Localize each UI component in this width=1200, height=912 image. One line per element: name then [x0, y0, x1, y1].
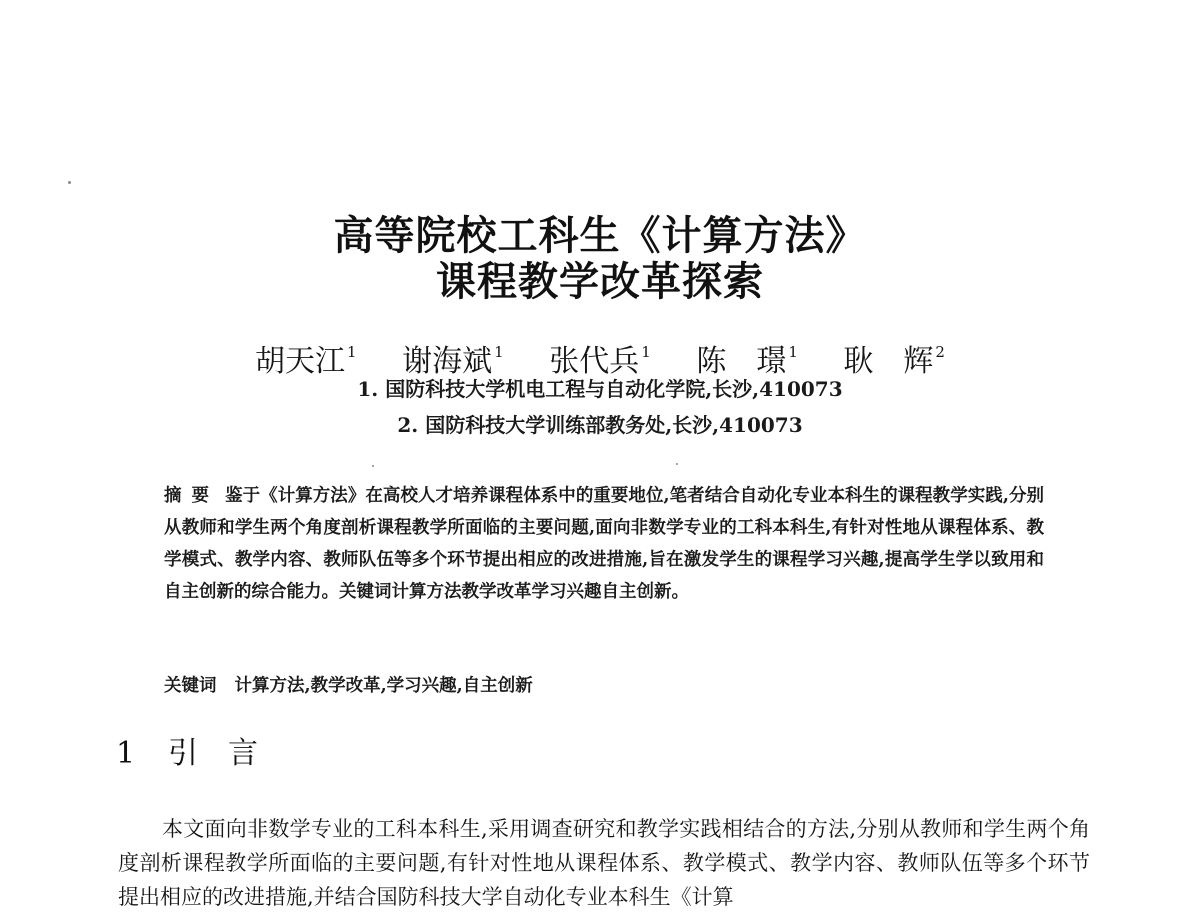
author-name: 陈 璟: [696, 344, 787, 379]
title-line-2: 课程教学改革探索: [436, 259, 764, 305]
author-affil-mark: 2: [935, 343, 945, 361]
author-affil-mark: 1: [347, 343, 357, 361]
keywords: [164, 672, 1044, 700]
title-line-1: 高等院校工科生《计算方法》: [333, 213, 867, 259]
author-list: [0, 332, 1200, 382]
author: [696, 332, 798, 382]
body-paragraph: 本文面向非数学专业的工科本科生,采用调查研究和教学实践相结合的方法,分别从教师和学生两个角度剖析课程教学所面临的主要问题,有针对性地从课程体系、教学模式、教学内容、教师队伍等多个环节提出相应的改进措施,并结合国防科技大学自动化专业本科生《计算: [118, 817, 1090, 909]
author-name: 胡天江: [255, 344, 346, 379]
author: [843, 332, 945, 382]
abstract-label: 摘要: [164, 486, 220, 506]
section-number: 1: [116, 736, 136, 771]
author: [402, 332, 504, 382]
section-title: 引言: [168, 736, 288, 771]
author: [255, 332, 357, 382]
section-heading: [116, 732, 288, 776]
affiliation-2: 2. 国防科技大学训练部教务处,长沙,410073: [397, 413, 803, 437]
author-affil-mark: 1: [641, 343, 651, 361]
abstract: [164, 480, 1044, 608]
affiliation-1: 1. 国防科技大学机电工程与自动化学院,长沙,410073: [357, 377, 843, 401]
author-name: 耿 辉: [843, 344, 934, 379]
author-affil-mark: 1: [788, 343, 798, 361]
keywords-text: 计算方法,教学改革,学习兴趣,自主创新: [234, 676, 533, 696]
author-name: 谢海斌: [402, 344, 493, 379]
abstract-text: 鉴于《计算方法》在高校人才培养课程体系中的重要地位,笔者结合自动化专业本科生的课程教学实践,分别从教师和学生两个角度剖析课程教学所面临的主要问题,面向非数学专业的工科本科生,有针对性地从课程体系、教学模式、教学内容、教师队伍等多个环节提出相应的改进措施,旨在激发学生的课程学习兴趣,提高学生学以致用和自主创新的综合能力。关键词计算方法教学改革学习兴趣自主创新。: [164, 486, 1044, 602]
scan-speck: [68, 181, 71, 184]
author-affil-mark: 1: [494, 343, 504, 361]
author: [549, 332, 651, 382]
author-name: 张代兵: [549, 344, 640, 379]
scan-speck: [372, 465, 374, 467]
keywords-label: 关键词: [164, 676, 217, 696]
scan-speck: [676, 463, 678, 465]
